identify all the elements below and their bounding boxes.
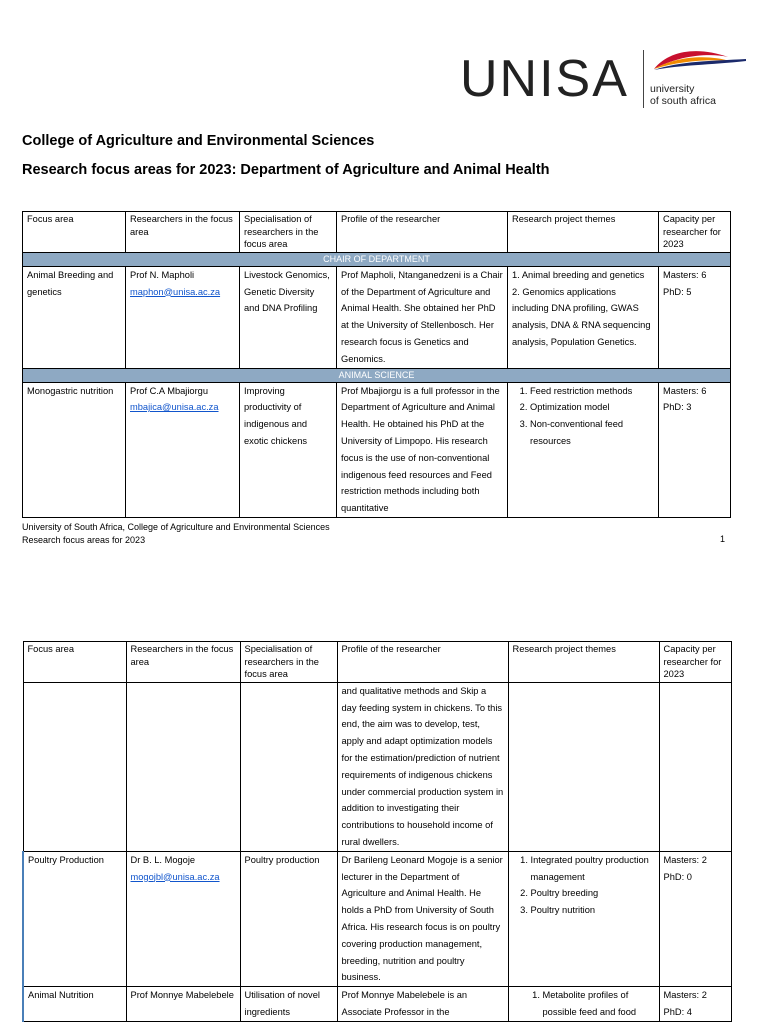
unisa-logo — [460, 45, 750, 115]
section-band-label: ANIMAL SCIENCE — [23, 368, 731, 382]
researcher-email-link[interactable]: maphon@unisa.ac.za — [130, 286, 221, 297]
header-specialisation: Specialisation of researchers in the focus area — [240, 642, 337, 683]
researcher-cell — [126, 682, 240, 851]
logo-tagline — [650, 83, 716, 107]
profile-cell: Prof Mbajiorgu is a full professor in the Department of Agriculture and Animal Health. He obtained his PhD at the University of Limpopo. His research focus is the use of non-conventional indigenous feed resources and Feed restriction methods including both quantitative — [337, 382, 508, 517]
focus-area-cell: Animal Nutrition — [23, 987, 126, 1022]
logo-divider — [643, 50, 644, 108]
header-researchers: Researchers in the focus area — [126, 642, 240, 683]
table-header-row — [23, 642, 731, 683]
themes-cell — [508, 382, 659, 517]
themes-list — [513, 987, 655, 1021]
table-row — [23, 266, 731, 368]
header-themes: Research project themes — [508, 642, 659, 683]
page-number: 1 — [720, 534, 726, 544]
theme-item: 1. Metabolite profiles of possible feed and food — [543, 987, 655, 1021]
logo-tagline-line1: university — [650, 83, 695, 95]
capacity-phd: PhD: 4 — [663, 1006, 692, 1017]
focus-area-cell: Monogastric nutrition — [23, 382, 126, 517]
footer-line2: Research focus areas for 2023 — [22, 534, 146, 545]
researcher-name: Prof N. Mapholi — [130, 269, 195, 280]
header-capacity: Capacity per researcher for 2023 — [659, 212, 731, 253]
focus-area-cell: Poultry Production — [23, 851, 126, 986]
table-row — [23, 382, 731, 517]
table-header-row — [23, 212, 731, 253]
researcher-cell — [126, 382, 240, 517]
theme-item: 3. Non-conventional feed resources — [530, 416, 654, 450]
themes-list — [513, 852, 655, 919]
researcher-name: Prof C.A Mbajiorgu — [130, 385, 209, 396]
researcher-name: Dr B. L. Mogoje — [130, 854, 196, 865]
section-band-label: CHAIR OF DEPARTMENT — [23, 252, 731, 266]
header-profile: Profile of the researcher — [337, 212, 508, 253]
theme-item: 1. Feed restriction methods — [530, 383, 654, 400]
capacity-masters: Masters: 6 — [663, 385, 707, 396]
theme-item: 2. Genomics applications including DNA profiling, GWAS analysis, DNA & RNA sequencing analysis, Population Genetics. — [512, 286, 651, 347]
table-row-continued — [23, 682, 731, 851]
specialisation-cell — [240, 682, 337, 851]
capacity-cell — [659, 682, 731, 851]
specialisation-cell: Utilisation of novel ingredients — [240, 987, 337, 1022]
theme-item: 2. Poultry breeding — [531, 885, 655, 902]
theme-item: 1. Animal breeding and genetics — [512, 269, 645, 280]
capacity-phd: PhD: 0 — [663, 871, 692, 882]
document-title: Research focus areas for 2023: Department of Agriculture and Animal Health — [22, 162, 550, 178]
specialisation-cell: Improving productivity of indigenous and exotic chickens — [240, 382, 337, 517]
researcher-cell — [126, 851, 240, 986]
theme-item: 2. Optimization model — [530, 399, 654, 416]
theme-item: 3. Poultry nutrition — [531, 902, 655, 919]
theme-item: 1. Integrated poultry production management — [531, 852, 655, 886]
footer-line1: University of South Africa, College of Agriculture and Environmental Sciences — [22, 522, 330, 532]
page-footer — [22, 521, 330, 546]
research-table-page1 — [22, 211, 731, 518]
college-heading: College of Agriculture and Environmental Sciences — [22, 133, 375, 149]
profile-cell: Prof Monnye Mabelebele is an Associate Professor in the — [337, 987, 508, 1022]
profile-cell: Dr Barileng Leonard Mogoje is a senior lecturer in the Department of Agriculture and Animal Health. He holds a PhD from University of South Africa. His research focus is on poultry covering production management, breeding, nutrition and poultry business. — [337, 851, 508, 986]
researcher-email-link[interactable]: mbajica@unisa.ac.za — [130, 402, 219, 413]
section-band-animal-science — [23, 368, 731, 382]
themes-cell — [508, 987, 659, 1022]
themes-cell — [508, 851, 659, 986]
capacity-cell — [659, 266, 731, 368]
table-row — [23, 987, 731, 1022]
focus-area-cell — [23, 682, 126, 851]
researcher-cell: Prof Monnye Mabelebele — [126, 987, 240, 1022]
header-themes: Research project themes — [508, 212, 659, 253]
header-focus-area: Focus area — [23, 212, 126, 253]
capacity-masters: Masters: 6 — [663, 269, 707, 280]
capacity-cell — [659, 382, 731, 517]
themes-cell — [508, 682, 659, 851]
capacity-cell — [659, 987, 731, 1022]
header-profile: Profile of the researcher — [337, 642, 508, 683]
header-specialisation: Specialisation of researchers in the focus area — [240, 212, 337, 253]
capacity-masters: Masters: 2 — [663, 854, 707, 865]
capacity-masters: Masters: 2 — [663, 990, 707, 1001]
themes-list — [512, 383, 654, 450]
table-row — [23, 851, 731, 986]
logo-tagline-line2: of south africa — [650, 95, 716, 107]
profile-cell: and qualitative methods and Skip a day feeding system in chickens. To this end, the aim was to develop, test, apply and adapt optimization models for the estimation/prediction of nutrient requirements of indigenous chickens under commercial production system in addition to investigating their contributions to household income of rural dwellers. — [337, 682, 508, 851]
profile-cell: Prof Mapholi, Ntanganedzeni is a Chair of the Department of Agriculture and Animal Health. She obtained her PhD at the University of Stellenbosch. Her research focus is Genetics and Genomics. — [337, 266, 508, 368]
capacity-phd: PhD: 3 — [663, 402, 692, 413]
header-capacity: Capacity per researcher for 2023 — [659, 642, 731, 683]
capacity-cell — [659, 851, 731, 986]
logo-swoosh-icon — [650, 45, 750, 85]
researcher-email-link[interactable]: mogojbl@unisa.ac.za — [130, 871, 220, 882]
researcher-cell — [126, 266, 240, 368]
logo-wordmark: UNISA — [460, 50, 629, 108]
header-researchers: Researchers in the focus area — [126, 212, 240, 253]
capacity-phd: PhD: 5 — [663, 286, 692, 297]
header-focus-area: Focus area — [23, 642, 126, 683]
specialisation-cell: Poultry production — [240, 851, 337, 986]
focus-area-cell: Animal Breeding and genetics — [23, 266, 126, 368]
research-table-page2 — [22, 641, 732, 1022]
themes-cell — [508, 266, 659, 368]
specialisation-cell: Livestock Genomics, Genetic Diversity and DNA Profiling — [240, 266, 337, 368]
section-band-chair — [23, 252, 731, 266]
